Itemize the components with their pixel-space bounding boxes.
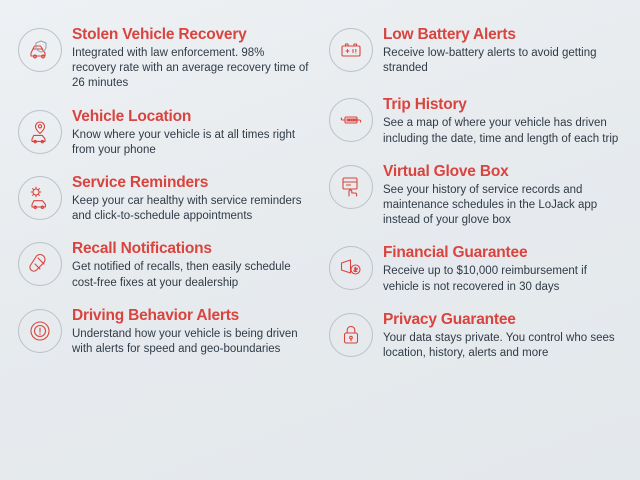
privacy-lock-icon [329, 313, 373, 357]
feature-low-battery-alerts [329, 26, 622, 76]
feature-text [383, 244, 622, 294]
feature-description: Know where your vehicle is at all times right from your phone [72, 128, 296, 156]
feature-driving-behavior-alerts [18, 307, 311, 357]
feature-title: Recall Notifications [72, 240, 212, 258]
feature-description: See a map of where your vehicle has driven including the date, time and length of each trip [383, 117, 619, 145]
feature-title: Virtual Glove Box [383, 162, 509, 180]
feature-title: Low Battery Alerts [383, 26, 516, 43]
financial-guarantee-money-icon [329, 246, 373, 290]
feature-description: Receive low-battery alerts to avoid getting stranded [383, 47, 597, 75]
feature-stolen-vehicle-recovery [18, 26, 311, 92]
feature-column-left [18, 26, 311, 460]
vehicle-location-pin-icon [18, 110, 62, 154]
feature-text [72, 174, 311, 224]
feature-description: Receive up to $10,000 reimbursement if vehicle is not recovered in 30 days [383, 265, 587, 293]
feature-privacy-guarantee [329, 311, 622, 361]
recall-notification-bell-icon [18, 242, 62, 286]
driving-behavior-alert-icon [18, 309, 62, 353]
feature-title: Service Reminders [72, 173, 209, 191]
service-reminder-gear-car-icon [18, 176, 62, 220]
feature-text [383, 311, 622, 361]
feature-description: Integrated with law enforcement. 98% recovery rate with an average recovery time of 26 minutes [72, 47, 309, 90]
low-battery-icon [329, 28, 373, 72]
feature-title: Privacy Guarantee [383, 310, 516, 328]
feature-vehicle-location [18, 108, 311, 158]
feature-description: Understand how your vehicle is being driven with alerts for speed and geo-boundaries [72, 327, 298, 355]
feature-service-reminders [18, 174, 311, 224]
feature-title: Driving Behavior Alerts [72, 306, 240, 324]
feature-recall-notifications [18, 240, 311, 290]
feature-description: Keep your car healthy with service reminders and click-to-schedule appointments [72, 195, 302, 223]
feature-text [383, 26, 622, 76]
vehicle-recovery-icon [18, 28, 62, 72]
feature-description: Your data stays private. You control who sees location, history, alerts and more [383, 331, 615, 359]
feature-description: See your history of service records and maintenance schedules in the LoJack app instead of your glove box [383, 183, 598, 227]
feature-description: Get notified of recalls, then easily schedule cost-free fixes at your dealership [72, 261, 291, 289]
feature-columns [18, 26, 622, 460]
feature-title: Vehicle Location [72, 107, 192, 125]
feature-text [383, 163, 622, 229]
feature-text [383, 96, 622, 146]
feature-title: Stolen Vehicle Recovery [72, 26, 247, 43]
feature-text [72, 108, 311, 158]
feature-virtual-glove-box [329, 163, 622, 229]
feature-financial-guarantee [329, 244, 622, 294]
feature-trip-history [329, 96, 622, 146]
feature-title: Trip History [383, 96, 467, 114]
feature-text [72, 307, 311, 357]
feature-text [72, 26, 311, 92]
trip-history-route-icon [329, 98, 373, 142]
feature-title: Financial Guarantee [383, 244, 528, 262]
feature-text [72, 240, 311, 290]
virtual-glove-box-icon [329, 165, 373, 209]
feature-column-right [329, 26, 622, 460]
